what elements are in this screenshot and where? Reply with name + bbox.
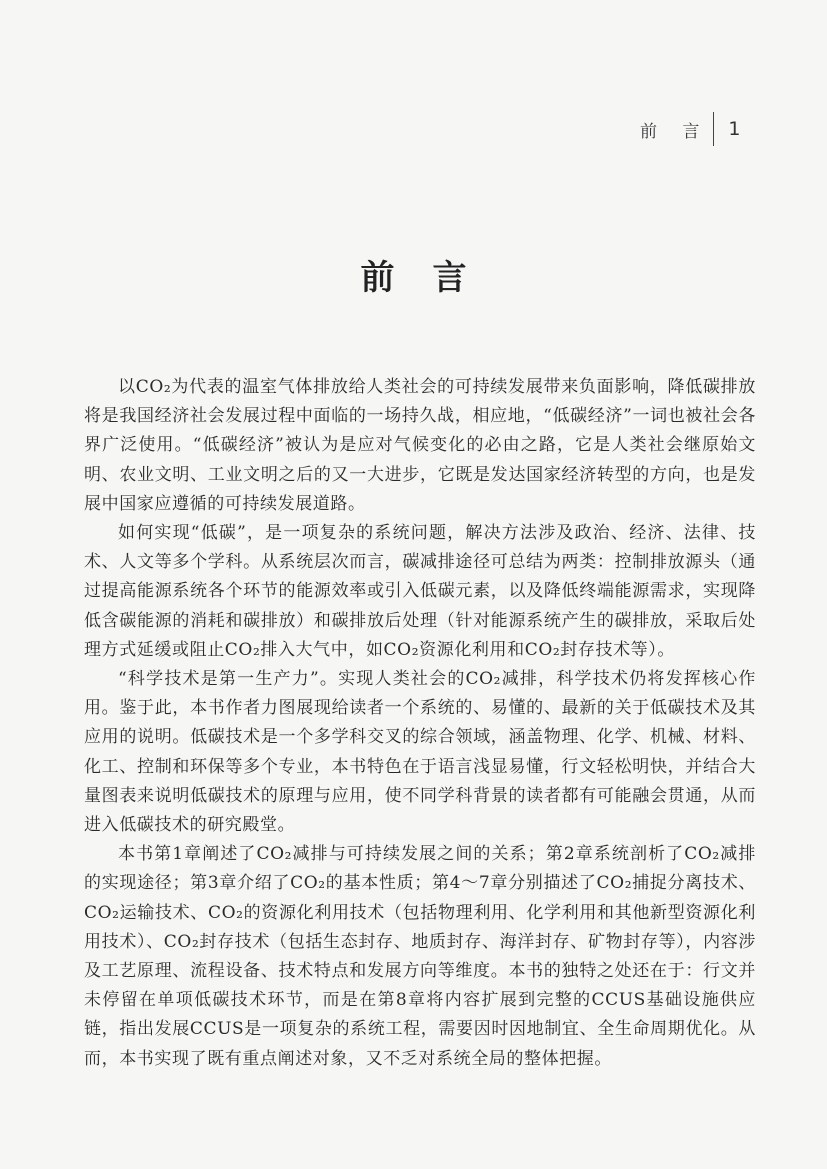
body-text	[84, 373, 756, 1074]
paragraph-4: 本书第1章阐述了CO₂减排与可持续发展之间的关系；第2章系统剖析了CO₂减排的实现途径；第3章介绍了CO₂的基本性质；第4～7章分别描述了CO₂捕捉分离技术、CO₂运输技术、CO₂的资源化利用技术（包括物理利用、化学利用和其他新型资源化利用技术）、CO₂封存技术（包括生态封存、地质封存、海洋封存、矿物封存等），内容涉及工艺原理、流程设备、技术特点和发展方向等维度。本书的独特之处还在于：行文并未停留在单项低碳技术环节，而是在第8章将内容扩展到完整的CCUS基础设施供应链，指出发展CCUS是一项复杂的系统工程，需要因时因地制宜、全生命周期优化。从而，本书实现了既有重点阐述对象，又不乏对系统全局的整体把握。	[84, 844, 756, 1069]
paragraph-2: 如何实现“低碳”，是一项复杂的系统问题，解决方法涉及政治、经济、法律、技术、人文等多个学科。从系统层次而言，碳减排途径可总结为两类：控制排放源头（通过提高能源系统各个环节的能源效率或引入低碳元素，以及降低终端能源需求，实现降低含碳能源的消耗和碳排放）和碳排放后处理（针对能源系统产生的碳排放，采取后处理方式延缓或阻止CO₂排入大气中，如CO₂资源化利用和CO₂封存技术等）。	[84, 523, 756, 660]
paragraph-3: “科学技术是第一生产力”。实现人类社会的CO₂减排，科学技术仍将发挥核心作用。鉴于此，本书作者力图展现给读者一个系统的、易懂的、最新的关于低碳技术及其应用的说明。低碳技术是一个多学科交叉的综合领域，涵盖物理、化学、机械、材料、化工、控制和环保等多个专业，本书特色在于语言浅显易懂，行文轻松明快，并结合大量图表来说明低碳技术的原理与应用，使不同学科背景的读者都有可能融会贯通，从而进入低碳技术的研究殿堂。	[84, 669, 756, 836]
page-title: 前言	[360, 258, 505, 298]
running-title: 前 言	[640, 121, 710, 142]
paragraph-1: 以CO₂为代表的温室气体排放给人类社会的可持续发展带来负面影响，降低碳排放将是我国经济社会发展过程中面临的一场持久战，相应地，“低碳经济”一词也被社会各界广泛使用。“低碳经济”被认为是应对气候变化的必由之路，它是人类社会继原始文明、农业文明、工业文明之后的又一大进步，它既是发达国家经济转型的方向，也是发展中国家应遵循的可持续发展道路。	[84, 377, 756, 514]
page-number: 1	[728, 118, 741, 140]
header-divider	[713, 112, 714, 146]
running-header	[640, 112, 741, 146]
